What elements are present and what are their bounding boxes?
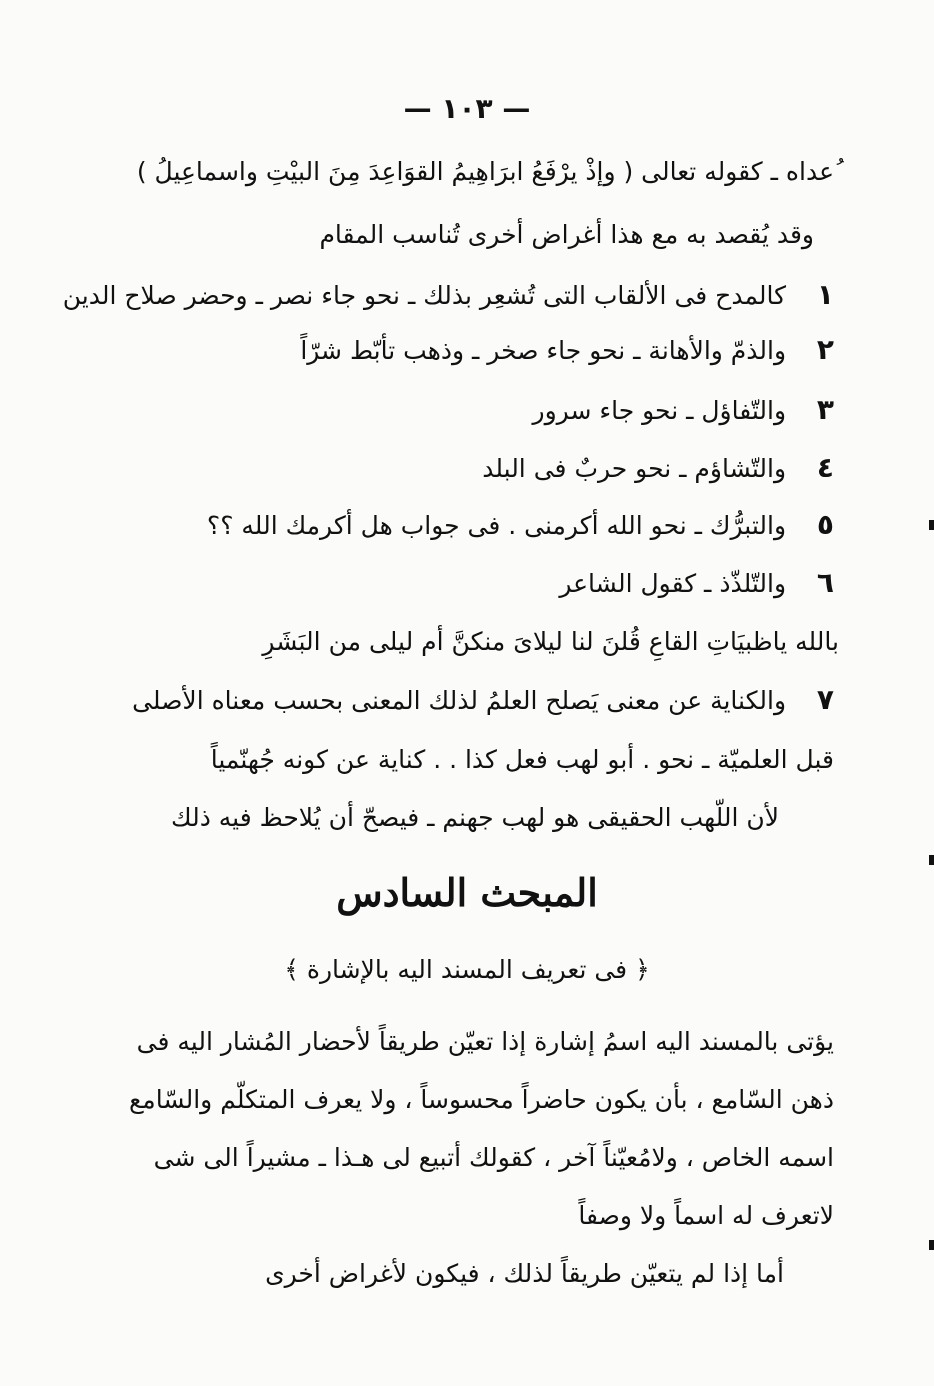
text-line-1: ُعداه ـ كقوله تعالى ( وإذْ يرْفَعُ ابرَاهِيمُ القوَاعِدَ مِنَ البيْتِ واسماعِيلُ ): [136, 157, 834, 186]
list-item-number: ٥: [816, 508, 834, 541]
list-item-text: كالمدح فى الألقاب التى تُشعِر بذلك ـ نحو جاء نصر ـ وحضر صلاح الدين: [62, 281, 787, 310]
list-item-5: [207, 505, 834, 546]
list-item-text: والكناية عن معنى يَصلح العلمُ لذلك المعنى بحسب معناه الأصلى: [132, 686, 787, 715]
paragraph-line-4: لاتعرف له اسماً ولا وصفاً: [578, 1201, 834, 1230]
list-item-7: [132, 680, 834, 721]
scan-edge-mark: [929, 520, 934, 530]
text-line-item7-2: قبل العلميّة ـ نحو . أبو لهب فعل كذا . . كناية عن كونه جُهنّمياً: [210, 745, 834, 774]
list-item-text: والتّشاؤم ـ نحو حربٌ فى البلد: [482, 454, 787, 483]
list-item-text: والتّفاؤل ـ نحو جاء سرور: [532, 396, 787, 425]
section-heading: المبحث السادس: [336, 870, 598, 915]
section-subheading: ﴿ فى تعريف المسند اليه بالإشارة ﴾: [284, 955, 650, 984]
scan-edge-mark: [929, 855, 934, 865]
poetry-verse: بالله ياظبيَاتِ القاعِ قُلنَ لنا ليلاىَ منكنَّ أم ليلى من البَشَرِ: [262, 627, 839, 656]
list-item-1: [63, 275, 834, 316]
list-item-6: [559, 563, 834, 604]
paragraph-line-5: أما إذا لم يتعيّن طريقاً لذلك ، فيكون لأغراض أخرى: [265, 1259, 784, 1288]
list-item-number: ٣: [816, 393, 834, 426]
page-number: — ١٠٣ —: [403, 92, 531, 125]
text-line-2: وقد يُقصد به مع هذا أغراض أخرى تُناسب المقام: [319, 220, 814, 249]
paragraph-line-1: يؤتى بالمسند اليه اسمُ إشارة إذا تعيّن طريقاً لأحضار المُشار اليه فى: [136, 1027, 834, 1056]
list-item-number: ٤: [816, 451, 834, 484]
list-item-number: ٧: [816, 683, 834, 716]
list-item-text: والتّلذّذ ـ كقول الشاعر: [559, 569, 787, 598]
list-item-2: [300, 330, 834, 371]
text-line-item7-3: لأن اللّهب الحقيقى هو لهب جهنم ـ فيصحّ أن يُلاحظ فيه ذلك: [171, 803, 779, 832]
list-item-4: [482, 448, 834, 489]
list-item-text: والتبرُّك ـ نحو الله أكرمنى . فى جواب هل أكرمك الله ؟؟: [206, 511, 787, 540]
list-item-number: ١: [816, 278, 834, 311]
paragraph-line-2: ذهن السّامع ، بأن يكون حاضراً محسوساً ، ولا يعرف المتكلّم والسّامع: [129, 1085, 834, 1114]
list-item-number: ٦: [816, 566, 834, 599]
list-item-number: ٢: [816, 333, 834, 366]
list-item-text: والذمّ والأهانة ـ نحو جاء صخر ـ وذهب تأبّط شرّاً: [300, 336, 787, 365]
paragraph-line-3: اسمه الخاص ، ولامُعيّناً آخر ، كقولك أتبيع لى هـذا ـ مشيراً الى شى: [153, 1143, 834, 1172]
scan-edge-mark: [929, 1240, 934, 1250]
list-item-3: [533, 390, 834, 431]
